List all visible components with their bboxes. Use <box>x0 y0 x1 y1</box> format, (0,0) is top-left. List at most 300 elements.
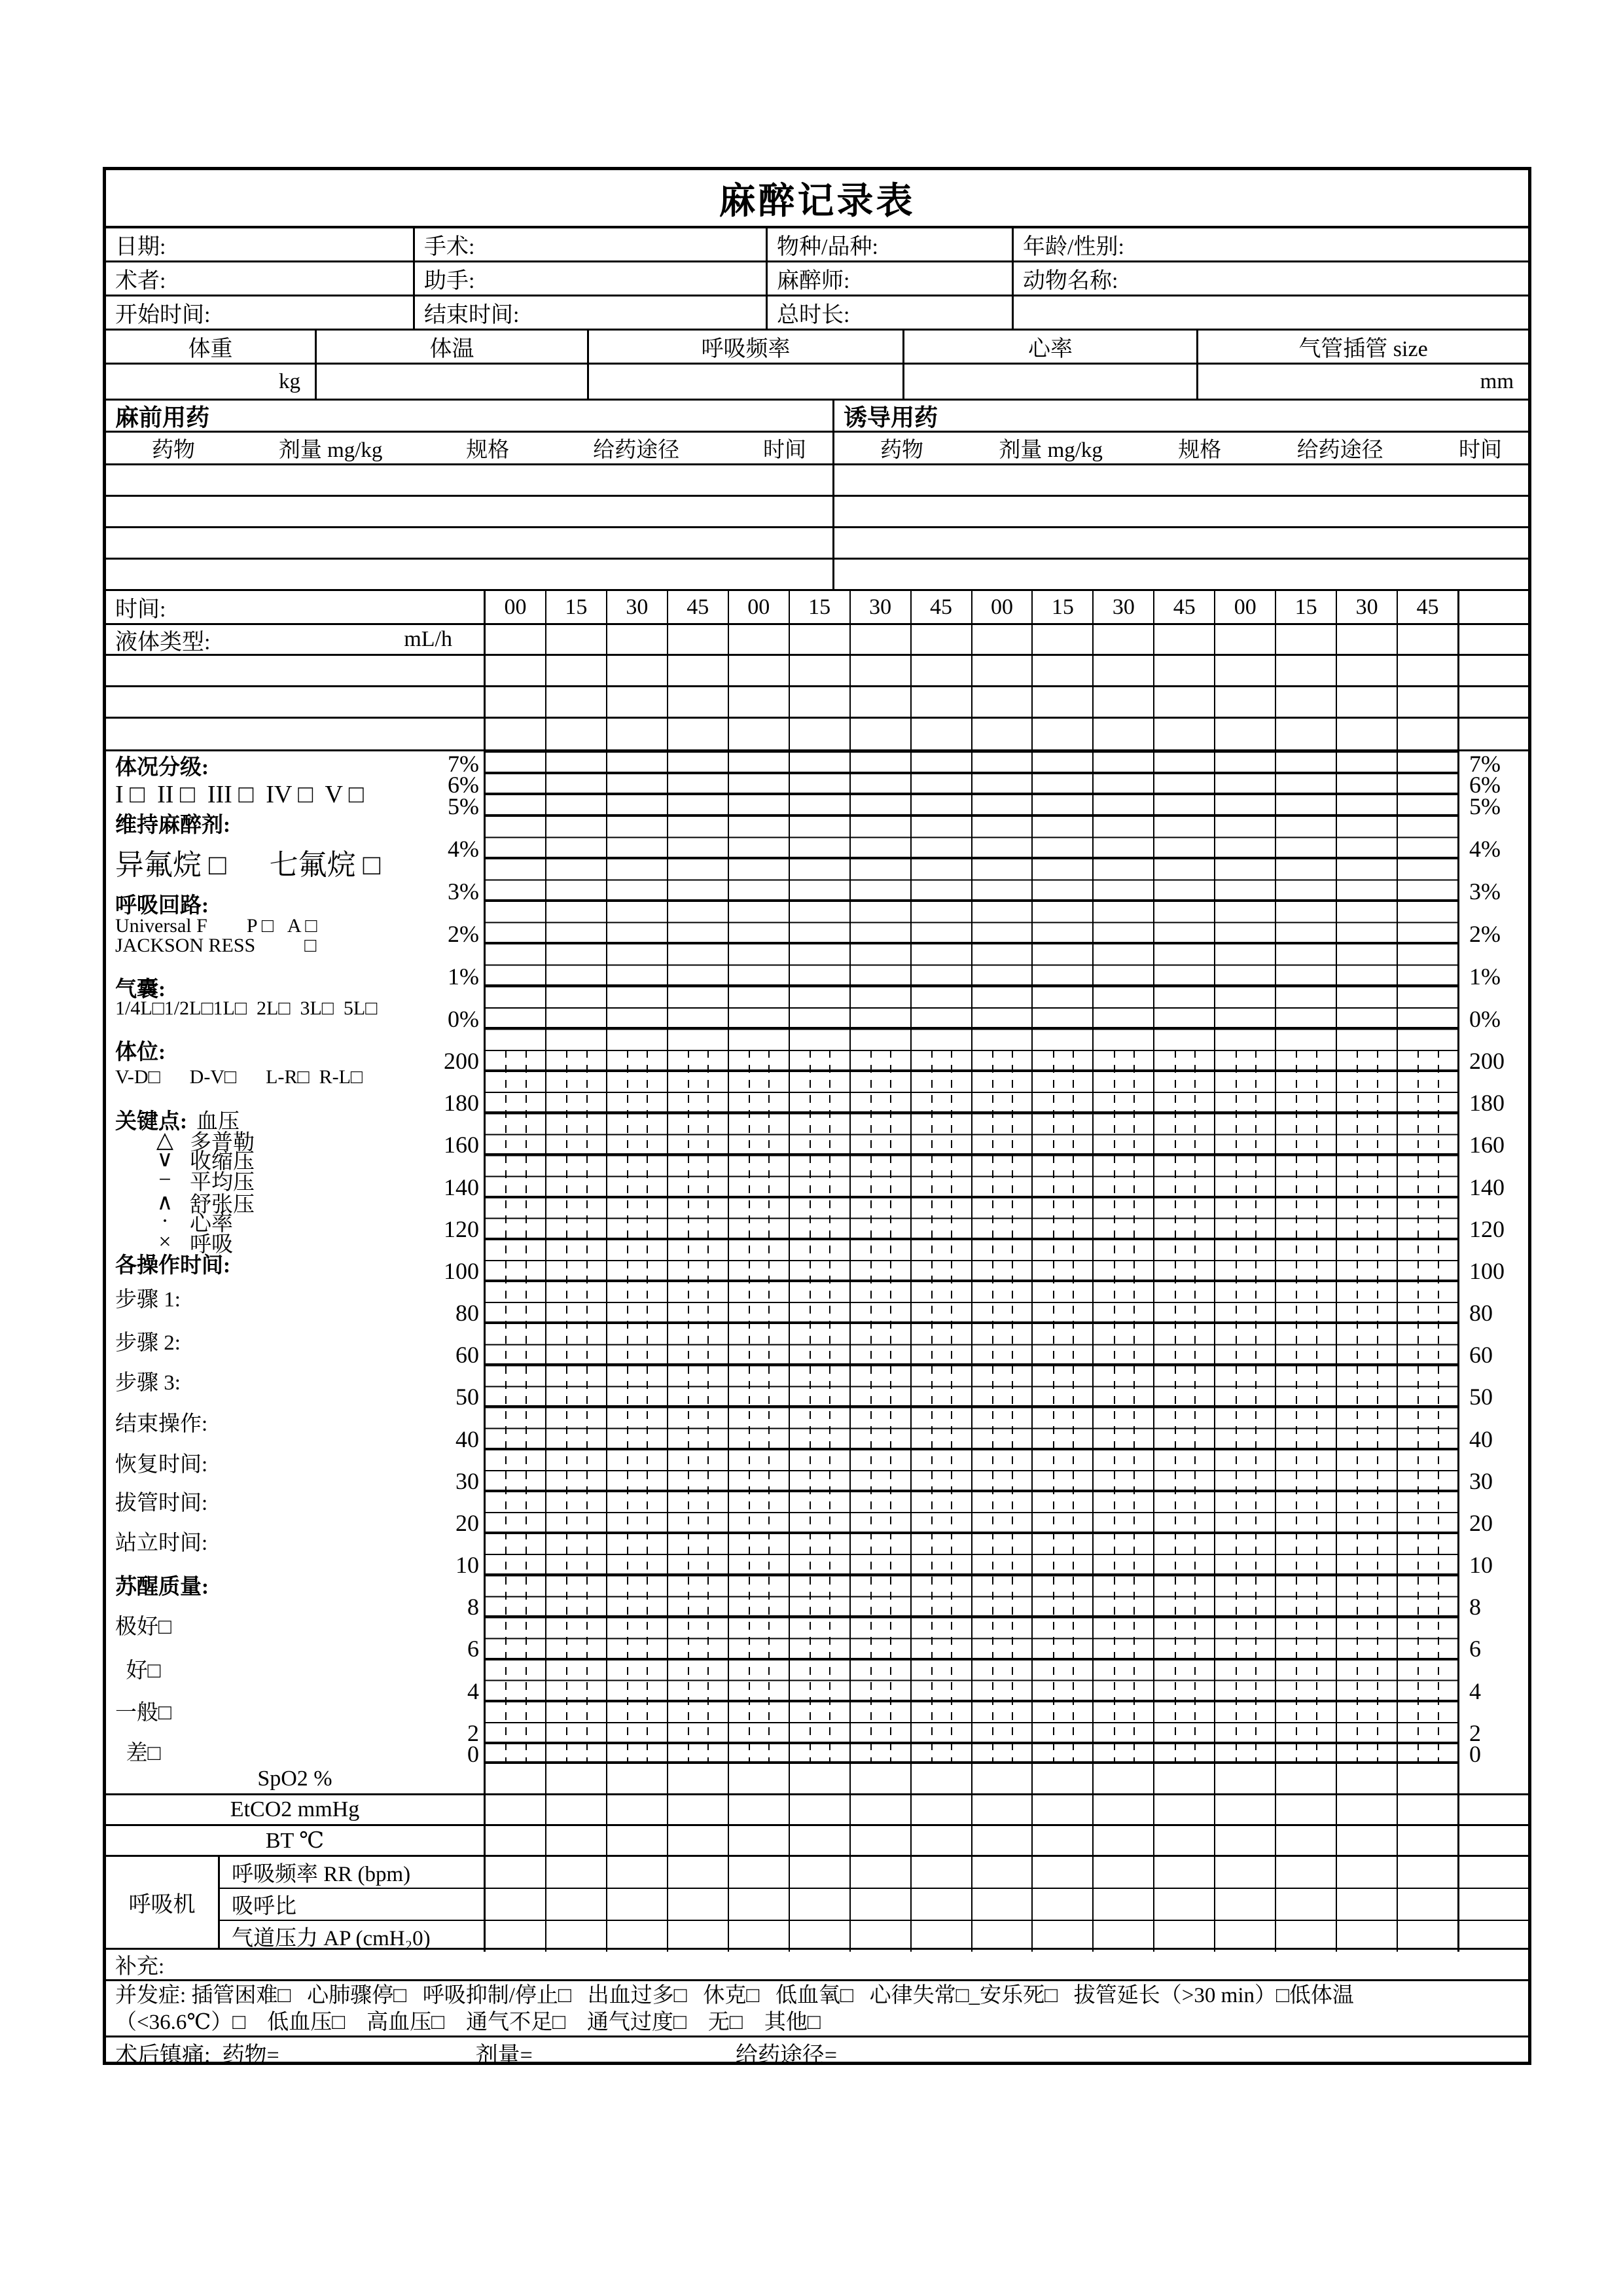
recovery-fair-option[interactable]: 一般□ <box>115 1700 171 1725</box>
spo2-label-cell <box>106 1764 486 1793</box>
etco2-value-cell[interactable] <box>1337 1795 1398 1824</box>
recovery-time-field[interactable]: 恢复时间: <box>115 1452 208 1477</box>
vent-ie-label-cell <box>220 1889 486 1920</box>
scale-label: 60 <box>455 1342 479 1368</box>
respiration-label: 呼吸 <box>190 1232 233 1257</box>
induction-title-cell <box>834 401 1528 431</box>
premed-col-dose: 剂量 mg/kg <box>278 439 383 462</box>
vent-ie-cell[interactable] <box>1337 1889 1398 1920</box>
spo2-value-cell[interactable] <box>1398 1764 1457 1793</box>
premed-entry-cell[interactable] <box>106 528 834 558</box>
col-heart-rate-label: 心率 <box>1028 337 1073 361</box>
condition-grade-title: 体况分级: <box>115 755 209 780</box>
fluid-empty-extra-cell[interactable] <box>1459 687 1528 717</box>
vent-ap-cell[interactable] <box>851 1921 912 1952</box>
fluid-empty-cell[interactable] <box>1337 719 1398 749</box>
vent-rr-cell[interactable] <box>486 1857 546 1888</box>
fluid-empty-cell[interactable] <box>790 687 851 717</box>
bt-value-cell[interactable] <box>668 1826 729 1855</box>
vent-ie-cell[interactable] <box>1398 1889 1457 1920</box>
etco2-value-cell[interactable] <box>912 1795 972 1824</box>
gridline-180 <box>486 1111 1457 1114</box>
fluid-empty-cell[interactable] <box>607 687 668 717</box>
recovery-excellent-option[interactable]: 极好□ <box>115 1615 171 1639</box>
gridline-140 <box>486 1196 1457 1198</box>
vent-rr-cell[interactable] <box>972 1857 1033 1888</box>
fluid-empty-cell[interactable] <box>1398 687 1457 717</box>
vent-ie-cell[interactable] <box>1215 1889 1276 1920</box>
time-extra-cell[interactable] <box>1459 591 1528 623</box>
postop-route-field[interactable]: 给药途径= <box>735 2043 838 2068</box>
et-tube-size-value-cell[interactable] <box>1198 365 1528 399</box>
etco2-value-cell[interactable] <box>1215 1795 1276 1824</box>
reservoir-bag-title: 气囊: <box>115 977 166 1001</box>
vent-rr-cell[interactable] <box>1276 1857 1337 1888</box>
fluid-empty-cell[interactable] <box>486 687 546 717</box>
time-tick: 45 <box>912 591 972 623</box>
fluid-empty-cell[interactable] <box>729 656 790 685</box>
vent-ap-cell[interactable] <box>1215 1921 1276 1952</box>
scale-label: 6% <box>1469 772 1501 798</box>
standing-time-field[interactable]: 站立时间: <box>115 1531 208 1555</box>
scale-label: 20 <box>1469 1510 1493 1536</box>
bt-value-cell[interactable] <box>1398 1826 1457 1855</box>
weight-value-cell[interactable] <box>106 365 317 399</box>
vent-ie-cell[interactable] <box>729 1889 790 1920</box>
condition-grade-options[interactable]: I □ II □ III □ IV □ V □ <box>115 781 364 808</box>
vent-ap-cell[interactable] <box>1276 1921 1337 1952</box>
spo2-value-cell[interactable] <box>1154 1764 1215 1793</box>
scale-label: 50 <box>455 1384 479 1410</box>
vent-rr-cell[interactable] <box>851 1857 912 1888</box>
fluid-rate-cell[interactable] <box>912 625 972 654</box>
fluid-rate-cell[interactable] <box>1154 625 1215 654</box>
scale-label: 120 <box>1469 1216 1505 1242</box>
fluid-empty-cell[interactable] <box>1215 719 1276 749</box>
fluid-rate-cell[interactable] <box>607 625 668 654</box>
fluid-rate-cell[interactable] <box>668 625 729 654</box>
fluid-rate-cell[interactable] <box>1337 625 1398 654</box>
fluid-empty-extra-cell[interactable] <box>1459 719 1528 749</box>
etco2-value-cell[interactable] <box>729 1795 790 1824</box>
field-surgery[interactable] <box>415 228 768 260</box>
vitals-trend-grid[interactable] <box>486 1050 1457 1764</box>
vent-ie-cell[interactable] <box>790 1889 851 1920</box>
scale-label: 160 <box>1469 1132 1505 1158</box>
breathing-circuit-universal-option[interactable]: Universal F P □ A □ <box>115 915 317 937</box>
recovery-poor-option[interactable]: 差□ <box>115 1741 161 1765</box>
bt-value-cell[interactable] <box>851 1826 912 1855</box>
etco2-value-cell[interactable] <box>790 1795 851 1824</box>
fluid-empty-cell[interactable] <box>486 719 546 749</box>
fluid-rate-cell[interactable] <box>729 625 790 654</box>
scale-label: 5% <box>1469 793 1501 819</box>
fluid-empty-cell[interactable] <box>972 656 1033 685</box>
scale-label: 140 <box>444 1174 479 1200</box>
premed-col-drug: 药物 <box>152 439 195 462</box>
fluid-empty-label-cell[interactable] <box>106 687 486 717</box>
fluid-rate-cell[interactable] <box>1215 625 1276 654</box>
fluid-empty-cell[interactable] <box>1094 656 1154 685</box>
fluid-rate-cell[interactable] <box>1094 625 1154 654</box>
vent-ie-cell[interactable] <box>912 1889 972 1920</box>
spo2-value-cell[interactable] <box>1337 1764 1398 1793</box>
medication-columns-row <box>106 433 1528 465</box>
vent-ie-cell[interactable] <box>607 1889 668 1920</box>
spo2-value-cell[interactable] <box>668 1764 729 1793</box>
spo2-value-cell[interactable] <box>790 1764 851 1793</box>
etco2-label-cell <box>106 1795 486 1824</box>
fluid-empty-cell[interactable] <box>607 719 668 749</box>
fluid-type-row <box>106 625 1528 656</box>
doppler-label: 多普勒 <box>190 1130 255 1155</box>
systolic-symbol: ∨ <box>156 1147 173 1172</box>
etco2-value-cell[interactable] <box>546 1795 607 1824</box>
fluid-empty-cell[interactable] <box>546 719 607 749</box>
vent-ap-cell[interactable] <box>486 1921 546 1952</box>
premed-entry-cell[interactable] <box>106 465 834 495</box>
vent-rr-cell[interactable] <box>912 1857 972 1888</box>
fluid-empty-cell[interactable] <box>1276 656 1337 685</box>
info-row-3 <box>106 296 1528 331</box>
field-species-breed-label: 物种/品种: <box>777 235 878 259</box>
vent-ap-cell[interactable] <box>1398 1921 1457 1952</box>
temperature-value-cell[interactable] <box>317 365 589 399</box>
medication-section-header <box>106 401 1528 433</box>
fluid-empty-cell[interactable] <box>1094 719 1154 749</box>
fluid-empty-cell[interactable] <box>1398 719 1457 749</box>
fluid-empty-cell[interactable] <box>668 656 729 685</box>
complications-line1[interactable]: 并发症: 插管困难□ 心肺骤停□ 呼吸抑制/停止□ 出血过多□ 休克□ 低血氧□ 心律失常□_安乐死□ 拔管延长（>30 min）□低体温 <box>115 1984 1354 2007</box>
ventilator-section <box>106 1857 1528 1950</box>
etco2-value-cell[interactable] <box>607 1795 668 1824</box>
end-operation-field[interactable]: 结束操作: <box>115 1412 208 1436</box>
gridline-80 <box>486 1321 1457 1324</box>
vent-ap-cell[interactable] <box>729 1921 790 1952</box>
vent-ap-cell[interactable] <box>546 1921 607 1952</box>
bt-value-cell[interactable] <box>729 1826 790 1855</box>
vent-rr-cell[interactable] <box>546 1857 607 1888</box>
info-row-2 <box>106 262 1528 296</box>
field-extra[interactable] <box>1014 296 1528 329</box>
field-surgeon[interactable] <box>106 262 415 295</box>
fluid-rate-cell[interactable] <box>1276 625 1337 654</box>
etco2-label: EtCO2 mmHg <box>230 1797 360 1821</box>
bt-value-cell[interactable] <box>1215 1826 1276 1855</box>
fluid-empty-label-cell[interactable] <box>106 719 486 749</box>
vent-ie-cell[interactable] <box>1033 1889 1094 1920</box>
col-weight <box>106 331 317 363</box>
weight-unit-label: kg <box>279 369 300 393</box>
premed-entry-cell[interactable] <box>106 560 834 589</box>
induction-col-time: 时间 <box>1458 439 1502 462</box>
scale-label: 120 <box>444 1216 479 1242</box>
field-assistant[interactable] <box>415 262 768 295</box>
vent-ie-cell[interactable] <box>1276 1889 1337 1920</box>
gridline-7pct <box>486 772 1457 774</box>
gridline-4pct <box>486 857 1457 859</box>
field-age-sex-label: 年龄/性别: <box>1023 235 1124 259</box>
fluid-empty-cell[interactable] <box>1033 719 1094 749</box>
spo2-value-cell[interactable] <box>851 1764 912 1793</box>
maintenance-anesthetic-title: 维持麻醉剂: <box>115 813 230 837</box>
vent-ie-cell[interactable] <box>486 1889 546 1920</box>
fluid-empty-cell[interactable] <box>1033 687 1094 717</box>
etco2-value-cell[interactable] <box>668 1795 729 1824</box>
fluid-rate-cell[interactable] <box>972 625 1033 654</box>
postop-dose-field[interactable]: 剂量= <box>475 2043 533 2068</box>
fluid-empty-cell[interactable] <box>1276 719 1337 749</box>
fluid-rate-cell[interactable] <box>1398 625 1457 654</box>
fluid-empty-cell[interactable] <box>851 687 912 717</box>
form-title: 麻醉记录表 <box>719 181 916 222</box>
operation-times-title: 各操作时间: <box>115 1253 230 1278</box>
fluid-empty-cell[interactable] <box>486 656 546 685</box>
fluid-empty-cell[interactable] <box>1154 656 1215 685</box>
fluid-empty-cell[interactable] <box>972 687 1033 717</box>
fluid-empty-label-cell[interactable] <box>106 656 486 685</box>
induction-entry-cell[interactable] <box>834 497 1528 526</box>
scale-label: 200 <box>1469 1048 1505 1074</box>
etco2-value-cell[interactable] <box>1154 1795 1215 1824</box>
spo2-value-cell[interactable] <box>1215 1764 1276 1793</box>
vent-rr-cell[interactable] <box>1154 1857 1215 1888</box>
fluid-rate-cell[interactable] <box>486 625 546 654</box>
field-surgeon-label: 术者: <box>115 269 166 293</box>
vent-ie-cell[interactable] <box>1094 1889 1154 1920</box>
vent-ap-cell[interactable] <box>1337 1921 1398 1952</box>
fluid-empty-cell[interactable] <box>912 687 972 717</box>
ventilator-label: 呼吸机 <box>128 1893 196 1917</box>
fluid-empty-cell[interactable] <box>546 687 607 717</box>
time-tick: 00 <box>972 591 1033 623</box>
fluid-extra-cell[interactable] <box>1459 625 1528 654</box>
spo2-value-cell[interactable] <box>546 1764 607 1793</box>
complications-line2[interactable]: （<36.6℃）□ 低血压□ 高血压□ 通气不足□ 通气过度□ 无□ 其他□ <box>115 2011 821 2034</box>
spo2-value-cell[interactable] <box>912 1764 972 1793</box>
vent-rr-cell[interactable] <box>790 1857 851 1888</box>
spo2-value-cell[interactable] <box>1033 1764 1094 1793</box>
spo2-value-cell[interactable] <box>607 1764 668 1793</box>
step1-time-field[interactable]: 步骤 1: <box>115 1287 181 1312</box>
vent-ap-extra-cell[interactable] <box>1459 1921 1528 1952</box>
fluid-empty-cell[interactable] <box>1398 656 1457 685</box>
time-tick: 15 <box>790 591 851 623</box>
fluid-empty-cell[interactable] <box>1033 656 1094 685</box>
fluid-rate-cell[interactable] <box>790 625 851 654</box>
gridline-50 <box>486 1405 1457 1408</box>
vent-ie-cell[interactable] <box>972 1889 1033 1920</box>
fluid-empty-cell[interactable] <box>607 656 668 685</box>
spo2-value-cell[interactable] <box>1094 1764 1154 1793</box>
vent-ap-cell[interactable] <box>972 1921 1033 1952</box>
bt-label-cell <box>106 1826 486 1855</box>
spo2-value-cell[interactable] <box>486 1764 546 1793</box>
gridline-10 <box>486 1573 1457 1576</box>
induction-entry-cell[interactable] <box>834 465 1528 495</box>
vent-ie-cell[interactable] <box>546 1889 607 1920</box>
vent-ap-cell[interactable] <box>1154 1921 1215 1952</box>
induction-col-route: 给药途径 <box>1296 439 1383 462</box>
etco2-value-cell[interactable] <box>1033 1795 1094 1824</box>
gridline-40 <box>486 1448 1457 1450</box>
fluid-empty-row <box>106 687 1528 719</box>
fluid-empty-cell[interactable] <box>1094 687 1154 717</box>
vent-rr-extra-cell[interactable] <box>1459 1857 1528 1888</box>
etco2-row <box>106 1795 1528 1826</box>
fluid-empty-cell[interactable] <box>1215 656 1276 685</box>
spo2-value-cell[interactable] <box>1276 1764 1337 1793</box>
col-respiratory-rate <box>589 331 904 363</box>
scale-label: 30 <box>455 1468 479 1494</box>
etco2-cells <box>486 1795 1459 1824</box>
field-anesthetist[interactable] <box>768 262 1014 295</box>
body-position-options[interactable]: V-D□ D-V□ L-R□ R-L□ <box>115 1066 363 1088</box>
recovery-good-option[interactable]: 好□ <box>115 1659 161 1683</box>
respiratory-rate-value-cell[interactable] <box>589 365 904 399</box>
field-animal-name[interactable] <box>1014 262 1528 295</box>
bt-extra-cell[interactable] <box>1459 1826 1528 1855</box>
fluid-empty-cell[interactable] <box>668 687 729 717</box>
bt-value-cell[interactable] <box>546 1826 607 1855</box>
vent-ap-cell[interactable] <box>607 1921 668 1952</box>
vent-rr-cell[interactable] <box>1398 1857 1457 1888</box>
bt-value-cell[interactable] <box>1276 1826 1337 1855</box>
bt-value-cell[interactable] <box>486 1826 546 1855</box>
col-temperature-label: 体温 <box>429 337 474 361</box>
reservoir-bag-options[interactable]: 1/4L□1/2L□1L□ 2L□ 3L□ 5L□ <box>115 997 378 1019</box>
vent-ap-cell[interactable] <box>1033 1921 1094 1952</box>
gridline-6 <box>486 1658 1457 1660</box>
fluid-empty-cell[interactable] <box>1215 687 1276 717</box>
bt-value-cell[interactable] <box>972 1826 1033 1855</box>
vent-rr-cell[interactable] <box>607 1857 668 1888</box>
etco2-extra-cell[interactable] <box>1459 1795 1528 1824</box>
anesthesia-form <box>103 167 1531 2068</box>
scale-label: 6 <box>467 1636 479 1662</box>
medication-entry-row <box>106 528 1528 560</box>
vent-rr-cell[interactable] <box>1215 1857 1276 1888</box>
fluid-empty-cell[interactable] <box>1276 687 1337 717</box>
vent-rr-cell[interactable] <box>1033 1857 1094 1888</box>
scale-label: 1% <box>1469 963 1501 990</box>
extubation-time-field[interactable]: 拔管时间: <box>115 1491 208 1515</box>
etco2-value-cell[interactable] <box>1276 1795 1337 1824</box>
fluid-empty-cell[interactable] <box>729 687 790 717</box>
maintenance-anesthetic-options[interactable]: 异氟烷 □ 七氟烷 □ <box>115 849 381 881</box>
fluid-empty-extra-cell[interactable] <box>1459 656 1528 685</box>
fluid-empty-cell[interactable] <box>1154 719 1215 749</box>
fluid-rate-cell[interactable] <box>1033 625 1094 654</box>
fluid-empty-cell[interactable] <box>1337 656 1398 685</box>
step3-time-field[interactable]: 步骤 3: <box>115 1371 181 1395</box>
bt-value-cell[interactable] <box>1094 1826 1154 1855</box>
vent-rr-cell[interactable] <box>1337 1857 1398 1888</box>
bt-value-cell[interactable] <box>1337 1826 1398 1855</box>
etco2-value-cell[interactable] <box>851 1795 912 1824</box>
vent-ap-cell[interactable] <box>1094 1921 1154 1952</box>
postop-analgesia-row <box>106 2037 1528 2068</box>
vent-rr-cells <box>486 1857 1459 1888</box>
vent-ap-cell[interactable] <box>668 1921 729 1952</box>
premed-entry-cell[interactable] <box>106 497 834 526</box>
etco2-value-cell[interactable] <box>486 1795 546 1824</box>
etco2-value-cell[interactable] <box>1398 1795 1457 1824</box>
vent-ap-cell[interactable] <box>790 1921 851 1952</box>
chart-area <box>444 751 1505 1767</box>
fluid-empty-cell[interactable] <box>546 656 607 685</box>
fluid-empty-cell[interactable] <box>668 719 729 749</box>
fluid-rate-cell[interactable] <box>851 625 912 654</box>
fluid-empty-cell[interactable] <box>1337 687 1398 717</box>
induction-entry-cell[interactable] <box>834 560 1528 589</box>
heart-rate-value-cell[interactable] <box>904 365 1198 399</box>
vent-rr-cell[interactable] <box>1094 1857 1154 1888</box>
field-species-breed[interactable] <box>768 228 1014 260</box>
spo2-value-cell[interactable] <box>729 1764 790 1793</box>
fluid-empty-cell[interactable] <box>851 656 912 685</box>
bt-value-cell[interactable] <box>1154 1826 1215 1855</box>
col-respiratory-rate-label: 呼吸频率 <box>701 337 791 361</box>
heart-rate-label: 心率 <box>190 1211 233 1236</box>
vent-rr-cell[interactable] <box>668 1857 729 1888</box>
vent-ie-extra-cell[interactable] <box>1459 1889 1528 1920</box>
etco2-value-cell[interactable] <box>972 1795 1033 1824</box>
breathing-circuit-jackson-option[interactable]: JACKSON RESS □ <box>115 935 317 956</box>
field-start-time[interactable] <box>106 296 415 329</box>
fluid-empty-cell[interactable] <box>972 719 1033 749</box>
field-date[interactable] <box>106 228 415 260</box>
anesthetic-percent-grid[interactable] <box>486 751 1457 1050</box>
fluid-empty-cell[interactable] <box>851 719 912 749</box>
tube-unit-label: mm <box>1480 369 1514 393</box>
fluid-empty-cell[interactable] <box>912 656 972 685</box>
field-end-time[interactable] <box>415 296 768 329</box>
postop-drug-field[interactable]: 药物= <box>222 2043 279 2068</box>
field-anesthetist-label: 麻醉师: <box>777 269 850 293</box>
bt-value-cell[interactable] <box>1033 1826 1094 1855</box>
fluid-cells <box>486 625 1459 654</box>
etco2-value-cell[interactable] <box>1094 1795 1154 1824</box>
scale-label: 6% <box>448 772 479 798</box>
bt-value-cell[interactable] <box>607 1826 668 1855</box>
vent-ap-cell[interactable] <box>912 1921 972 1952</box>
field-age-sex[interactable] <box>1014 228 1528 260</box>
vent-ie-cell[interactable] <box>1154 1889 1215 1920</box>
vent-ie-cell[interactable] <box>851 1889 912 1920</box>
ventilator-rr-row <box>220 1857 1528 1889</box>
fluid-empty-cell[interactable] <box>790 656 851 685</box>
vent-ie-cell[interactable] <box>668 1889 729 1920</box>
spo2-extra-cell[interactable] <box>1459 1764 1528 1793</box>
recovery-quality-title: 苏醒质量: <box>115 1575 209 1599</box>
field-total-duration[interactable] <box>768 296 1014 329</box>
fluid-empty-cell[interactable] <box>912 719 972 749</box>
fluid-rate-cell[interactable] <box>546 625 607 654</box>
vent-rr-cell[interactable] <box>729 1857 790 1888</box>
bt-value-cell[interactable] <box>912 1826 972 1855</box>
bt-value-cell[interactable] <box>790 1826 851 1855</box>
step2-time-field[interactable]: 步骤 2: <box>115 1331 181 1355</box>
spo2-value-cell[interactable] <box>972 1764 1033 1793</box>
induction-entry-cell[interactable] <box>834 528 1528 558</box>
vitals-units-row <box>106 365 1528 401</box>
fluid-empty-cell[interactable] <box>1154 687 1215 717</box>
vent-ap-label: 气道压力 AP (cmH₂0) <box>232 1927 431 1950</box>
supplement-row[interactable] <box>106 1950 1528 1981</box>
fluid-empty-cell[interactable] <box>790 719 851 749</box>
fluid-empty-cell[interactable] <box>729 719 790 749</box>
